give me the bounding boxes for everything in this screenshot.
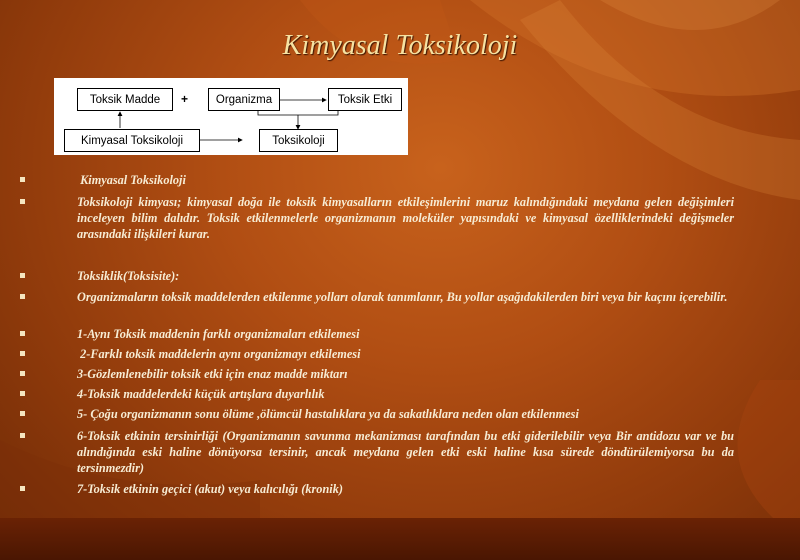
- bullet-text: 1-Aynı Toksik maddenin farklı organizmaları etkilemesi: [77, 327, 360, 341]
- bullet-item: [48, 172, 734, 188]
- kimyasal-toksikoloji-box: Kimyasal Toksikoloji: [64, 129, 200, 152]
- toksikoloji-box: Toksikoloji: [259, 129, 338, 152]
- bullet-marker: [20, 486, 25, 491]
- bullet-text: Toksikoloji kimyası; kimyasal doğa ile toksik kimyasalların etkileşimlerini maruz kalındığındaki meydana gelen değişimleri inceleyen bilim dalıdır. Toksik etkilenmelerle organizmanın moleküler yapısındaki ve kimyasal özelliklerindeki değişmeler arasındaki ilişkileri kurar.: [77, 195, 734, 241]
- toxicology-diagram: [54, 78, 408, 155]
- plus-sign: +: [181, 92, 189, 106]
- bullet-marker: [20, 371, 25, 376]
- bullet-marker: [20, 273, 25, 278]
- bullet-text: 7-Toksik etkinin geçici (akut) veya kalıcılığı (kronik): [77, 482, 343, 496]
- bullet-item: [48, 194, 734, 242]
- bullet-marker: [20, 199, 25, 204]
- bullet-item: [48, 386, 734, 402]
- bullet-item: [48, 428, 734, 476]
- slide-title: Kimyasal Toksikoloji: [282, 30, 518, 61]
- bullet-text: 5- Çoğu organizmanın sonu ölüme ,ölümcül hastalıklara ya da sakatlıklara neden olan etkilenmesi: [77, 407, 579, 421]
- bullet-marker: [20, 351, 25, 356]
- bullet-marker: [20, 177, 25, 182]
- bullet-text: 2-Farklı toksik maddelerin aynı organizmayı etkilemesi: [77, 347, 361, 361]
- bullet-item: [48, 366, 734, 382]
- bullet-marker: [20, 411, 25, 416]
- bullet-text: Kimyasal Toksikoloji: [77, 173, 186, 187]
- bullet-text: Organizmaların toksik maddelerden etkilenme yolları olarak tanımlanır, Bu yollar aşağıdakilerden biri veya bir kaçını içerebilir.: [77, 290, 728, 304]
- bullet-marker: [20, 294, 25, 299]
- bullet-marker: [20, 391, 25, 396]
- organizma-box: Organizma: [208, 88, 280, 111]
- bullet-text: 3-Gözlemlenebilir toksik etki için enaz madde miktarı: [77, 367, 348, 381]
- bullet-item: [48, 268, 734, 284]
- bullet-text: Toksiklik(Toksisite):: [77, 269, 180, 283]
- bullet-marker: [20, 433, 25, 438]
- bullet-item: [48, 326, 734, 342]
- bullet-marker: [20, 331, 25, 336]
- bullet-item: [48, 406, 734, 422]
- toksik-madde-box: Toksik Madde: [77, 88, 173, 111]
- bullet-text: 4-Toksik maddelerdeki küçük artışlara duyarlılık: [77, 387, 325, 401]
- bullet-item: [48, 481, 734, 497]
- bullet-item: [48, 346, 734, 362]
- bottom-band: [0, 518, 800, 560]
- toksik-etki-box: Toksik Etki: [328, 88, 402, 111]
- bullet-item: [48, 289, 734, 305]
- bullet-text: 6-Toksik etkinin tersinirliği (Organizmanın savunma mekanizması tarafından bu etki giderilebilir veya Bir antidozu var ve bu alındığında eski haline dönüyorsa tersinir, ancak meydana gelen etki eski haline kısa sürede döndürülemiyorsa bu da tersinmezdir): [77, 429, 734, 475]
